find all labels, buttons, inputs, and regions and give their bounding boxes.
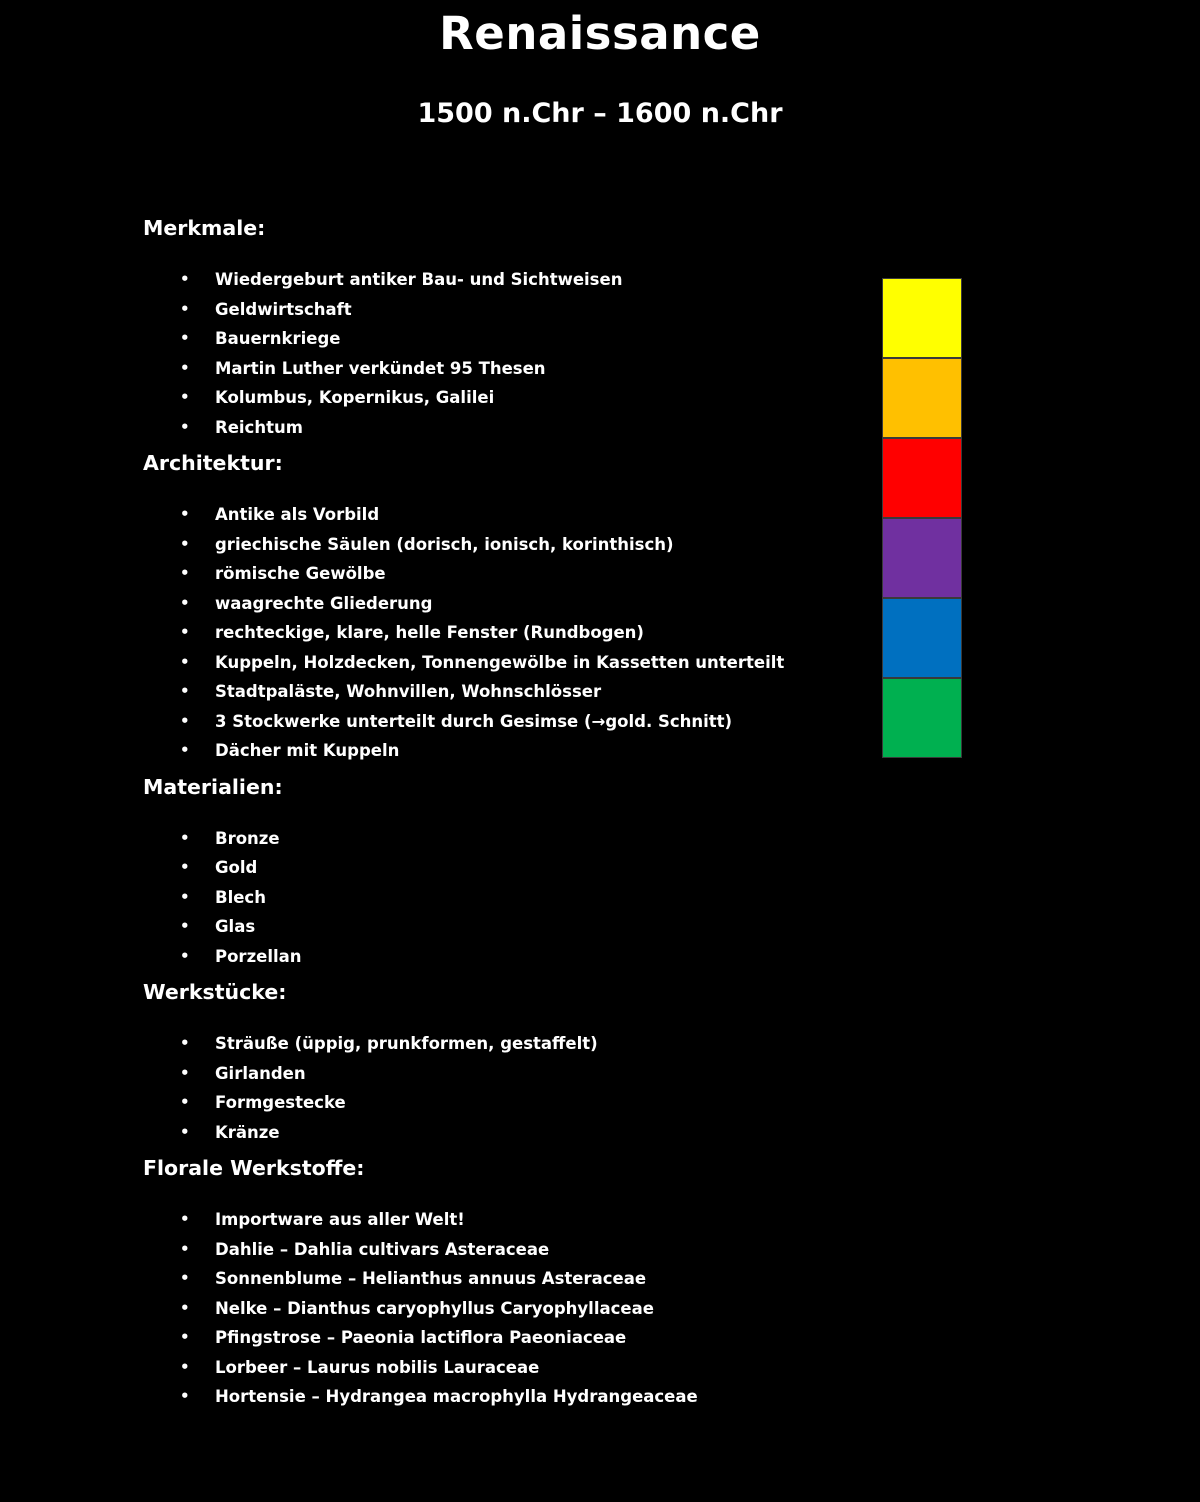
page-title: Renaissance <box>439 7 761 60</box>
list-item <box>143 1235 843 1265</box>
list-item-text: Blech <box>215 887 266 907</box>
list-item-text: waagrechte Gliederung <box>215 593 433 613</box>
bullet-icon: • <box>180 534 190 553</box>
list-item <box>143 618 843 648</box>
page-subtitle: 1500 n.Chr – 1600 n.Chr <box>417 98 783 129</box>
list-item <box>143 648 843 678</box>
color-swatch <box>882 438 962 518</box>
list-item <box>143 942 843 972</box>
bullet-icon: • <box>180 828 190 847</box>
list-item-text: römische Gewölbe <box>215 564 386 583</box>
bullet-icon: • <box>180 946 190 965</box>
color-swatch <box>882 518 962 598</box>
list-item-text: Bauernkriege <box>215 329 341 348</box>
bullet-icon: • <box>180 1034 190 1052</box>
list-item <box>143 1294 843 1324</box>
bullet-list <box>143 500 843 766</box>
bullet-icon: • <box>180 505 190 523</box>
list-item <box>143 677 843 707</box>
bullet-icon: • <box>180 858 190 876</box>
section-heading: Florale Werkstoffe: <box>143 1156 365 1180</box>
bullet-icon: • <box>180 741 190 759</box>
bullet-icon: • <box>180 917 190 935</box>
color-palette <box>882 278 962 758</box>
bullet-icon: • <box>180 1298 190 1317</box>
list-item-text: Kränze <box>215 1122 280 1142</box>
list-item-text: Girlanden <box>215 1063 306 1083</box>
list-item <box>143 530 843 560</box>
bullet-icon: • <box>180 887 190 906</box>
list-item-text: griechische Säulen (dorisch, ionisch, korinthisch) <box>215 534 674 554</box>
list-item-text: Martin Luther verkündet 95 Thesen <box>215 358 546 378</box>
color-swatch <box>882 678 962 758</box>
bullet-icon: • <box>180 388 190 406</box>
list-item-text: Dächer mit Kuppeln <box>215 741 400 760</box>
bullet-icon: • <box>180 652 190 671</box>
list-item-text: Sonnenblume – Helianthus annuus Asteraceae <box>215 1269 647 1288</box>
list-item <box>143 853 843 883</box>
color-swatch <box>882 598 962 678</box>
list-item <box>143 265 843 295</box>
bullet-icon: • <box>180 1093 190 1111</box>
list-item-text: Kolumbus, Kopernikus, Galilei <box>215 388 495 407</box>
bullet-icon: • <box>180 1210 190 1228</box>
section-heading: Merkmale: <box>143 216 266 240</box>
bullet-list <box>143 824 843 972</box>
list-item <box>143 1323 843 1353</box>
bullet-icon: • <box>180 623 190 641</box>
list-item <box>143 500 843 530</box>
bullet-list <box>143 265 843 442</box>
bullet-icon: • <box>180 1357 190 1376</box>
bullet-icon: • <box>180 358 190 377</box>
bullet-icon: • <box>180 1269 190 1287</box>
section-heading: Architektur: <box>143 451 283 475</box>
bullet-icon: • <box>180 1063 190 1082</box>
list-item <box>143 324 843 354</box>
list-item-text: Lorbeer – Laurus nobilis Lauraceae <box>215 1357 540 1377</box>
list-item-text: Formgestecke <box>215 1093 346 1112</box>
list-item-text: Hortensie – Hydrangea macrophylla Hydrangeaceae <box>215 1387 698 1406</box>
list-item <box>143 1382 843 1412</box>
bullet-icon: • <box>180 270 190 288</box>
bullet-icon: • <box>180 682 190 700</box>
document-body <box>143 213 843 1418</box>
bullet-icon: • <box>180 299 190 318</box>
list-item <box>143 1264 843 1294</box>
list-item-text: Bronze <box>215 828 280 848</box>
list-item <box>143 295 843 325</box>
list-item-text: rechteckige, klare, helle Fenster (Rundbogen) <box>215 623 644 642</box>
list-item <box>143 1088 843 1118</box>
list-item-text: Nelke – Dianthus caryophyllus Caryophyllaceae <box>215 1298 654 1318</box>
list-item-text: Wiedergeburt antiker Bau- und Sichtweisen <box>215 270 623 289</box>
list-item-text: Dahlie – Dahlia cultivars Asteraceae <box>215 1239 550 1259</box>
list-item-text: Reichtum <box>215 417 303 437</box>
list-item-text: Sträuße (üppig, prunkformen, gestaffelt) <box>215 1034 598 1053</box>
bullet-icon: • <box>180 1387 190 1405</box>
list-item-text: Glas <box>215 917 256 936</box>
list-item-text: Antike als Vorbild <box>215 505 380 524</box>
list-item-text: Importware aus aller Welt! <box>215 1210 465 1229</box>
list-item <box>143 559 843 589</box>
list-item-text: Stadtpaläste, Wohnvillen, Wohnschlösser <box>215 682 602 701</box>
bullet-icon: • <box>180 711 190 730</box>
bullet-icon: • <box>180 593 190 612</box>
bullet-icon: • <box>180 1122 190 1141</box>
color-swatch <box>882 358 962 438</box>
list-item <box>143 413 843 443</box>
color-swatch <box>882 278 962 358</box>
list-item <box>143 883 843 913</box>
section-heading: Werkstücke: <box>143 980 287 1004</box>
list-item <box>143 707 843 737</box>
list-item <box>143 383 843 413</box>
bullet-icon: • <box>180 1239 190 1258</box>
list-item <box>143 1059 843 1089</box>
list-item-text: Pfingstrose – Paeonia lactiflora Paeoniaceae <box>215 1328 627 1347</box>
list-item-text: Gold <box>215 858 258 877</box>
list-item <box>143 1029 843 1059</box>
bullet-icon: • <box>180 564 190 582</box>
bullet-list <box>143 1029 843 1147</box>
list-item <box>143 736 843 766</box>
bullet-icon: • <box>180 1328 190 1346</box>
list-item <box>143 589 843 619</box>
list-item <box>143 1353 843 1383</box>
list-item-text: 3 Stockwerke unterteilt durch Gesimse (→gold. Schnitt) <box>215 711 733 731</box>
list-item <box>143 354 843 384</box>
bullet-list <box>143 1205 843 1412</box>
list-item <box>143 824 843 854</box>
list-item-text: Porzellan <box>215 946 302 966</box>
bullet-icon: • <box>180 329 190 347</box>
list-item-text: Kuppeln, Holzdecken, Tonnengewölbe in Kassetten unterteilt <box>215 652 785 672</box>
list-item <box>143 1205 843 1235</box>
list-item-text: Geldwirtschaft <box>215 299 352 319</box>
section-heading: Materialien: <box>143 774 283 799</box>
list-item <box>143 1118 843 1148</box>
bullet-icon: • <box>180 417 190 436</box>
list-item <box>143 912 843 942</box>
